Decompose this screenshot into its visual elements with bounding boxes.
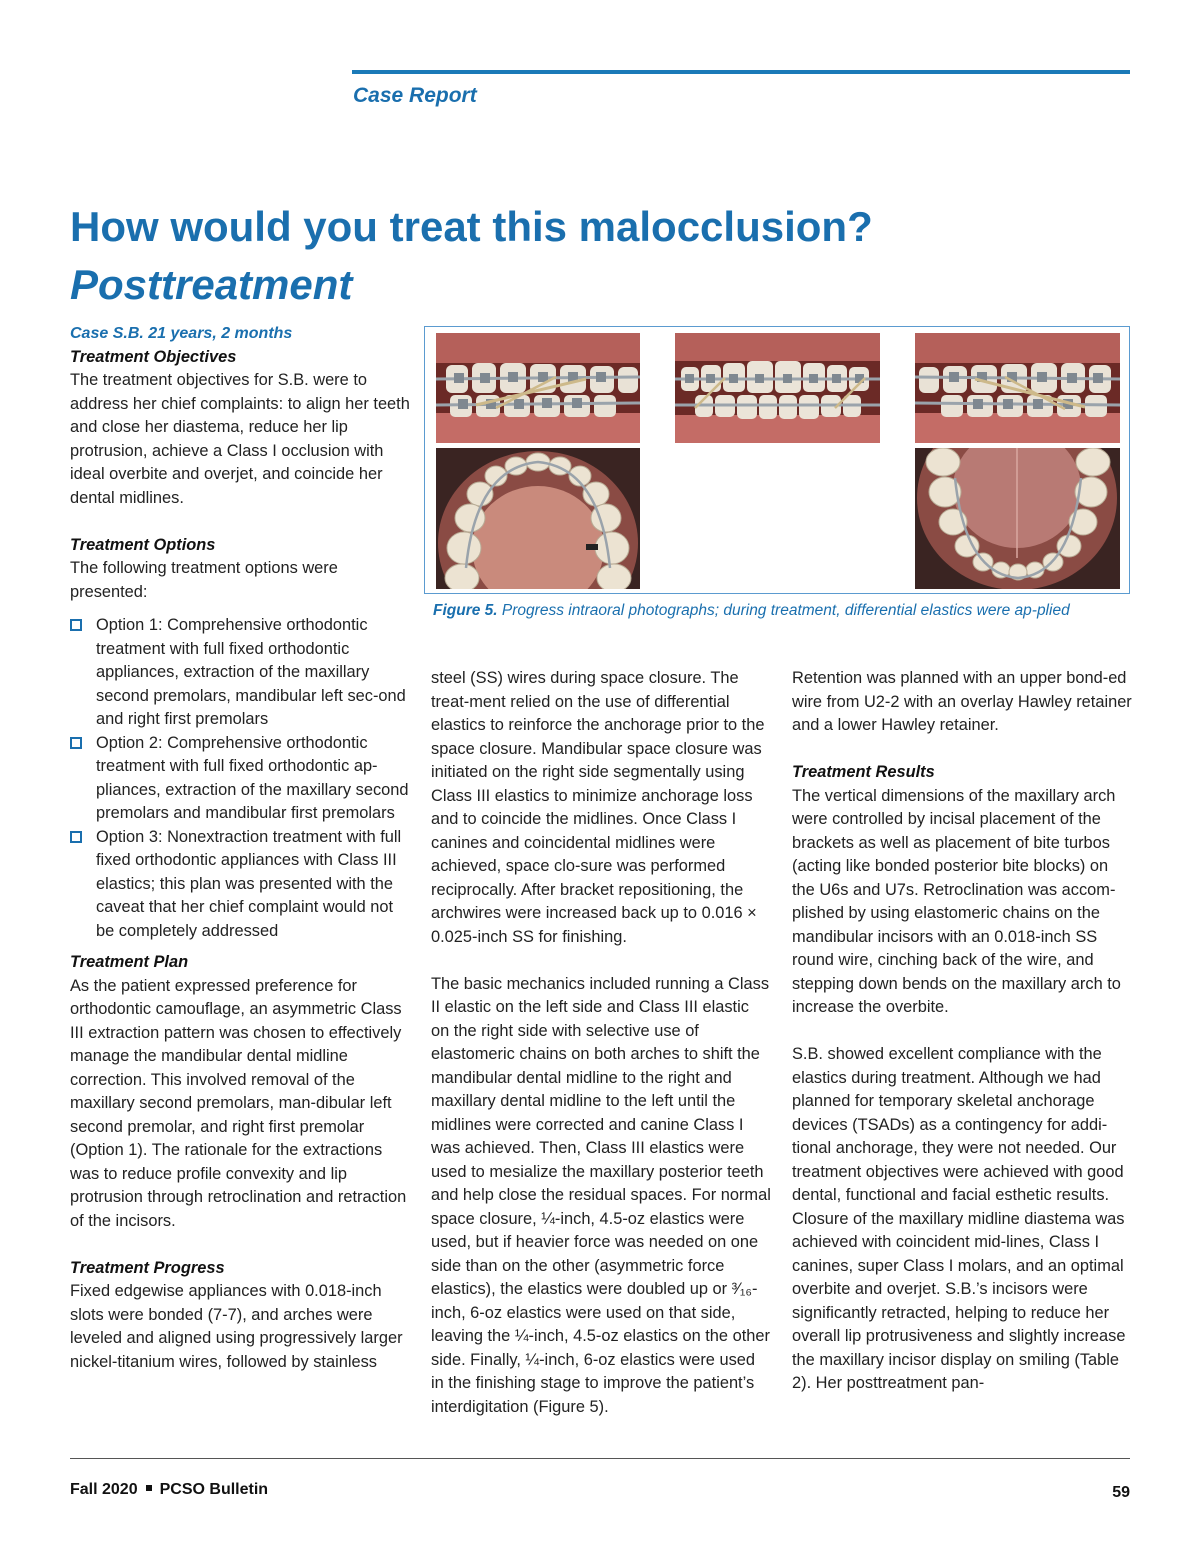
results-text-2: S.B. showed excellent compliance with the elastics during treatment. Although we had planned for temporary skeletal anchorage devices (TSADs) as a contingency for addi-tional anchorage, they were not needed. Our treatment objectives were achieved with good dental, functional and facial esthetic results. Closure of the maxillary midline diastema was achieved with coincident mid-lines, Class I canines, super Class I molars, and an optimal overbite and overjet. S.B.’s incisors were significantly retracted, helping to reduce her overall lip protrusiveness and slightly increase the maxillary incisor display on smiling (Table 2). Her posttreatment pan- — [792, 1045, 1126, 1392]
progress-heading: Treatment Progress — [70, 1258, 225, 1277]
intraoral-photo-right — [436, 333, 640, 443]
progress-text-1: Fixed edgewise appliances with 0.018-inch slots were bonded (7-7), and arches were leveled and aligned using progressively larger nickel-titanium wires, followed by stainless — [70, 1282, 403, 1371]
list-item: Option 3: Nonextraction treatment with full fixed orthodontic appliances with Class III elastics; this plan was presented with the caveat that her chief complaint would not be completely addressed — [70, 826, 410, 944]
results-text-1: The vertical dimensions of the maxillary arch were controlled by incisal placement of the brackets as well as placement of bite turbos (acting like bonded posterior bite blocks) on the U6s and U7s. Retroclination was accom-plished by using elastomeric chains on the mandibular incisors with an 0.018-inch SS round wire, cinching back of the wire, and stepping down bends on the maxillary arch to increase the overbite. — [792, 786, 1121, 1016]
occlusal-photo-lower — [915, 448, 1120, 589]
list-item: Option 1: Comprehensive orthodontic treatment with full fixed orthodontic appliances, extraction of the maxillary second premolars, mandibular left sec-ond and right first premolars — [70, 614, 410, 732]
footer-rule — [70, 1458, 1130, 1459]
progress-text-3: The basic mechanics included running a Class II elastic on the left side and Class III elastic on the right side with selective use of elastomeric chains on both arches to shift the mandibular dental midline to the right and maxillary dental midline to the left until the midlines were corrected and canine Class I was achieved. Then, Class III elastics were used to mesialize the maxillary posterior teeth and help close the residual spaces. For normal space closure, ¼-inch, 4.5-oz elastics were used, but if heavier force was needed on one side than on the other (asymmetric force elastics), the elastics were doubled up or ³⁄₁₆-inch, 6-oz elastics were used on that side, leaving the ¼-inch, 4.5-oz elastics on the other side. Finally, ¼-inch, 6-oz elastics were used in the finishing stage to improve the patient’s interdigitation (Figure 5). — [431, 974, 771, 1416]
intraoral-photo-frontal — [675, 333, 880, 443]
column-left — [70, 322, 410, 1374]
checkbox-square-icon — [70, 619, 82, 631]
intraoral-photo-left — [915, 333, 1120, 443]
footer-issue — [70, 1481, 268, 1499]
section-label: Case Report — [353, 84, 477, 107]
objectives-text: The treatment objectives for S.B. were to address her chief complaints: to align her teeth and close her diastema, reduce her lip protrusion, achieve a Class I occlusion with ideal overbite and overjet, and coincide her dental midlines. — [70, 371, 410, 507]
footer-publication: PCSO Bulletin — [159, 1481, 269, 1498]
objectives-heading: Treatment Objectives — [70, 347, 237, 366]
figure-label: Figure 5. — [433, 602, 498, 619]
plan-text: As the patient expressed preference for orthodontic camouflage, an asymmetric Class III extraction pattern was chosen to effectively manage the mandibular dental midline correction. This involved removal of the maxillary second premolars, man-dibular left second premolar, and right first premolar (Option 1). The rationale for the extractions was to reduce profile convexity and lip protrusion through retroclination and retraction of the incisors. — [70, 976, 407, 1230]
progress-text-2: steel (SS) wires during space closure. The treat-ment relied on the use of differential elastics to reinforce the anchorage prior to the space closure. Mandibular space closure was initiated on the right side segmentally using Class III elastics to minimize anchorage loss and to coincide the midlines. Once Class I canines and coincidental midlines were achieved, space clo-sure was performed reciprocally. After bracket repositioning, the archwires were increased back up to 0.016 × 0.025-inch SS for finishing. — [431, 669, 765, 946]
title-subline: Posttreatment — [70, 261, 353, 308]
figure-caption — [433, 600, 1123, 621]
square-bullet-icon — [146, 1485, 152, 1491]
plan-heading: Treatment Plan — [70, 953, 189, 971]
options-heading: Treatment Options — [70, 535, 216, 554]
retention-text: Retention was planned with an upper bond-ed wire from U2-2 with an overlay Hawley retainer and a lower Hawley retainer. — [792, 669, 1132, 734]
column-middle — [431, 667, 771, 1419]
checkbox-square-icon — [70, 737, 82, 749]
figure-caption-text: Progress intraoral photographs; during treatment, differential elastics were ap-plied — [497, 602, 1070, 619]
results-heading: Treatment Results — [792, 763, 935, 781]
list-item: Option 2: Comprehensive orthodontic treatment with full fixed orthodontic ap-pliances, extraction of the maxillary second premolars and mandibular first premolars — [70, 732, 410, 826]
occlusal-photo-upper — [436, 448, 640, 589]
options-list — [70, 614, 410, 943]
options-intro: The following treatment options were presented: — [70, 559, 338, 601]
column-right — [792, 667, 1132, 1396]
checkbox-square-icon — [70, 831, 82, 843]
title-line: How would you treat this malocclusion? — [70, 203, 873, 250]
page-number: 59 — [1112, 1484, 1130, 1501]
page-title — [70, 198, 1130, 314]
case-id: Case S.B. 21 years, 2 months — [70, 325, 293, 342]
header-rule — [352, 70, 1130, 74]
footer-season: Fall 2020 — [70, 1481, 138, 1498]
